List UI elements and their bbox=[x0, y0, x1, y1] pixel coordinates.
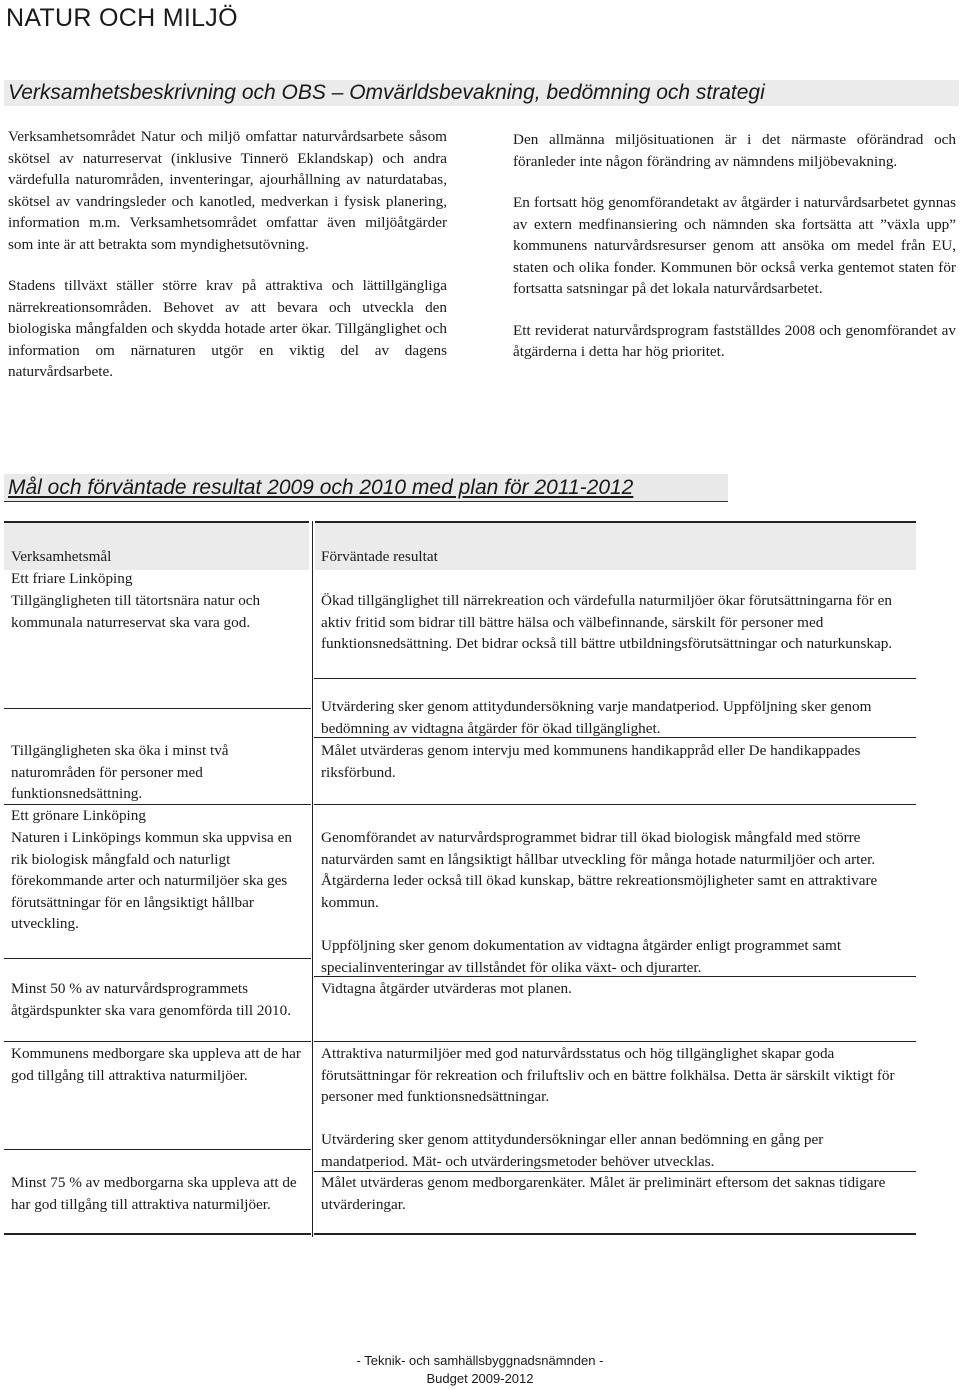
footer-budget: Budget 2009-2012 bbox=[426, 1371, 534, 1386]
goals-heading: Mål och förväntade resultat 2009 och 2010 med plan för 2011-2012 bbox=[4, 474, 728, 502]
strategy-heading: Verksamhetsbeskrivning och OBS – Omvärldsbevakning, bedömning och strategi bbox=[4, 80, 959, 106]
col1-header: Verksamhetsmål bbox=[11, 548, 112, 565]
result-text: Målet utvärderas genom intervju med kommunens handikappråd eller De handikappades riksförbund. bbox=[321, 742, 861, 781]
result-text: Vidtagna åtgärder utvärderas mot planen. bbox=[321, 980, 572, 997]
column-divider bbox=[312, 521, 313, 1237]
result-text: Målet utvärderas genom medborgarenkäter. Målet är preliminärt eftersom det saknas tidigare utvärderingar. bbox=[321, 1174, 886, 1213]
result-text: Utvärdering sker genom attitydundersökningar eller annan bedömning en gång per mandatperiod. Mät- och utvärderingsmetoder behöver utvecklas. bbox=[321, 1131, 824, 1170]
goal-text: Tillgängligheten till tätortsnära natur och kommunala naturreservat ska vara god. bbox=[11, 592, 261, 631]
row-divider bbox=[4, 958, 311, 959]
row-divider bbox=[314, 804, 916, 805]
strategy-right-column bbox=[513, 129, 956, 383]
strategy-paragraph: Verksamhetsområdet Natur och miljö omfattar naturvårdsarbete såsom skötsel av naturreservat (inklusive Tinnerö Eklandskap) och andra värdefulla naturområden, inventeringar, ajourhållning av naturdatabas, skötsel av vandringsleder och kanotled, medverkan i fysisk planering, information m.m. Verksamhetsområdet omfattar även miljöåtgärder som inte är att betrakta som myndighetsutövning. bbox=[8, 128, 447, 253]
footer-department: - Teknik- och samhällsbyggnadsnämnden - bbox=[356, 1353, 604, 1368]
result-text: Attraktiva naturmiljöer med god naturvårdsstatus och hög tillgänglighet skapar goda förutsättningar för rekreation och friluftsliv och en bättre folkhälsa. Detta är särskilt viktigt för personer med funktionsnedsättningar. bbox=[321, 1045, 895, 1105]
result-text: Genomförandet av naturvårdsprogrammet bidrar till ökad biologisk mångfald med större naturvärden samt en långsiktigt hållbar utveckling för många hotade naturmiljöer och arter. Åtgärderna leder också till ökad kunskap, bättre rekreationsmöjligheter samt en attraktivare kommun. bbox=[321, 829, 878, 911]
strategy-paragraph: Ett reviderat naturvårdsprogram fastställdes 2008 och genomförandet av åtgärderna i detta har hög prioritet. bbox=[513, 321, 956, 360]
row-divider bbox=[314, 678, 916, 679]
strategy-paragraph: En fortsatt hög genomförandetakt av åtgärder i naturvårdsarbetet gynnas av extern medfinansiering och nämnden ska fortsätta att ”växla upp” kommunens naturvårdsresurser genom att ansöka om medel från EU, staten och olika fonder. Kommunen bör också verka gentemot staten för fortsatta satsningar på det lokala naturvårdsarbetet. bbox=[513, 194, 956, 297]
goal-text: Minst 50 % av naturvårdsprogrammets åtgärdspunkter ska vara genomförda till 2010. bbox=[11, 980, 292, 1019]
goal-text: Naturen i Linköpings kommun ska uppvisa en rik biologisk mångfald och naturligt förekommande arter och naturmiljöer ska ges förutsättningar för en långsiktigt hållbar utveckling. bbox=[11, 829, 292, 932]
row-divider bbox=[4, 1041, 311, 1042]
row-divider bbox=[314, 976, 916, 977]
strategy-paragraph: Stadens tillväxt ställer större krav på attraktiva och lättillgängliga närrekreationsområden. Behovet av att bevara och utveckla den biologiska mångfalden och skydda hotade arter ökar. Tillgänglighet och information om närnaturen utgör en viktig del av dagens naturvårdsarbete. bbox=[8, 277, 447, 380]
goals-table bbox=[4, 521, 916, 1237]
result-text: Ökad tillgänglighet till närrekreation och värdefulla naturmiljöer ökar förutsättningarna för en aktiv fritid som bidrar till bättre hälsa och välbefinnande, särskilt för personer med funktionsnedsättning. Det bidrar också till bättre utbildningsförutsättningar och naturkunskap. bbox=[321, 592, 893, 652]
table-bottom-border bbox=[4, 1233, 311, 1235]
strategy-paragraph: Den allmänna miljösituationen är i det närmaste oförändrad och föranleder inte någon förändring av nämndens miljöbevakning. bbox=[513, 131, 956, 170]
row-divider bbox=[4, 1149, 311, 1150]
section-heading: Ett grönare Linköping bbox=[11, 807, 146, 824]
goal-text: Minst 75 % av medborgarna ska uppleva att de har god tillgång till attraktiva naturmiljöer. bbox=[11, 1174, 297, 1213]
row-divider bbox=[314, 737, 916, 738]
result-text: Utvärdering sker genom attitydundersökning varje mandatperiod. Uppföljning sker genom bedömning av vidtagna åtgärder för ökad tillgänglighet. bbox=[321, 698, 872, 737]
row-divider bbox=[4, 708, 311, 709]
result-text: Uppföljning sker genom dokumentation av vidtagna åtgärder enligt programmet samt specialinventeringar av tillståndet för olika växt- och djurarter. bbox=[321, 937, 842, 976]
section-heading: Ett friare Linköping bbox=[11, 570, 133, 587]
col2-header: Förväntade resultat bbox=[321, 548, 438, 565]
goal-text: Kommunens medborgare ska uppleva att de har god tillgång till attraktiva naturmiljöer. bbox=[11, 1045, 301, 1084]
row-divider bbox=[314, 1041, 916, 1042]
page-title: NATUR OCH MILJÖ bbox=[6, 4, 238, 32]
strategy-left-column bbox=[8, 126, 447, 403]
goal-text: Tillgängligheten ska öka i minst två naturområden för personer med funktionsnedsättning. bbox=[11, 742, 229, 802]
table-bottom-border bbox=[314, 1233, 916, 1235]
